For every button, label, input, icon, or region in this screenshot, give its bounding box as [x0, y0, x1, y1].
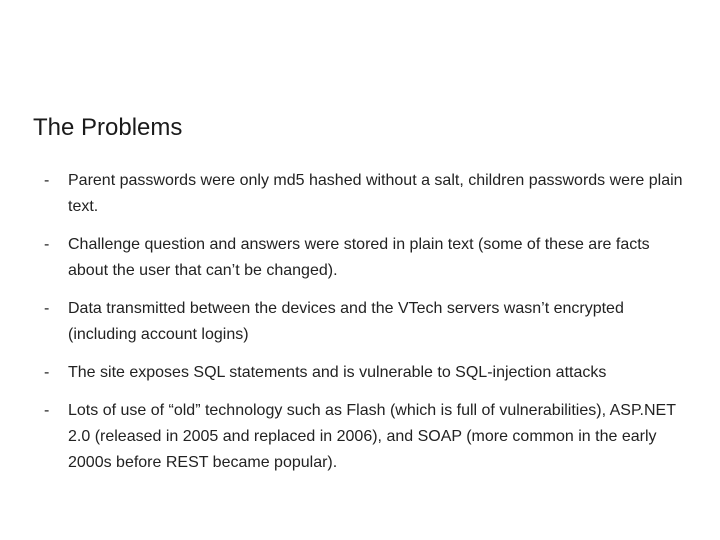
bullet-list: [44, 168, 694, 488]
bullet-text: The site exposes SQL statements and is vulnerable to SQL-injection attacks: [68, 364, 607, 381]
bullet-dash: -: [44, 172, 50, 189]
bullet-text: Parent passwords were only md5 hashed without a salt, children passwords were plain text.: [68, 172, 683, 215]
bullet-item: [44, 398, 694, 476]
bullet-item: [44, 168, 694, 220]
bullet-text: Lots of use of “old” technology such as Flash (which is full of vulnerabilities), ASP.NET 2.0 (released in 2005 and replaced in 2006), and SOAP (more common in the early 2000s before REST became popular).: [68, 402, 676, 471]
slide-title: The Problems: [33, 114, 183, 141]
bullet-text: Data transmitted between the devices and the VTech servers wasn’t encrypted (including account logins): [68, 300, 624, 343]
bullet-dash: -: [44, 300, 50, 317]
bullet-item: [44, 296, 694, 348]
bullet-text: Challenge question and answers were stored in plain text (some of these are facts about the user that can’t be changed).: [68, 236, 650, 279]
bullet-dash: -: [44, 236, 50, 253]
bullet-dash: -: [44, 364, 50, 381]
bullet-item: [44, 360, 694, 386]
bullet-dash: -: [44, 402, 50, 419]
bullet-item: [44, 232, 694, 284]
